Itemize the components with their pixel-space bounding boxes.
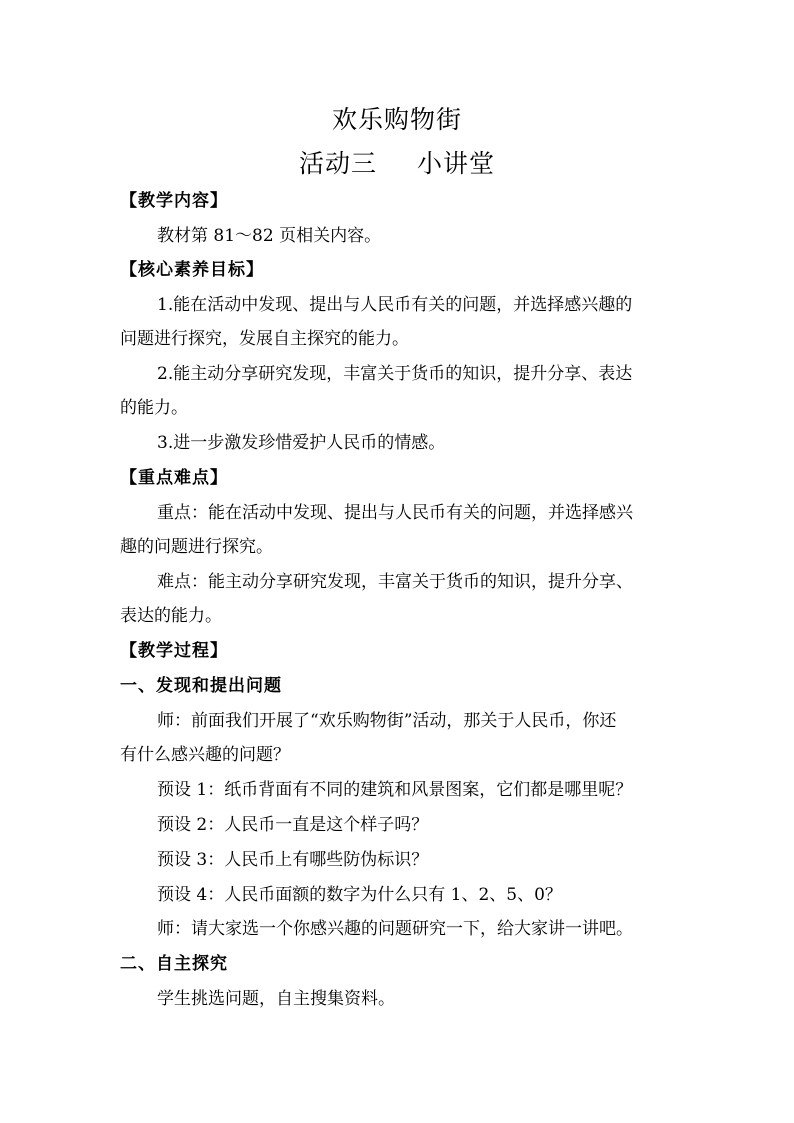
activity-topic: 小讲堂: [417, 149, 496, 178]
key-points-heading: 【重点难点】: [120, 468, 228, 488]
difficulty-line-2: 表达的能力。: [120, 606, 222, 626]
document-title: 欢乐购物街: [331, 105, 462, 134]
core-goals-heading: 【核心素养目标】: [120, 260, 264, 280]
preset-4: 预设 4：人民币面额的数字为什么只有 1、2、5、0？: [157, 885, 562, 905]
preset-1: 预设 1：纸币背面有不同的建筑和风景图案，它们都是哪里呢？: [157, 780, 633, 800]
goal-2-line-2: 的能力。: [120, 398, 188, 418]
preset-2: 预设 2：人民币一直是这个样子吗？: [157, 815, 429, 835]
part-2-heading: 二、自主探究: [120, 954, 228, 974]
teaching-content-heading: 【教学内容】: [120, 191, 228, 211]
preset-3: 预设 3：人民币上有哪些防伪标识？: [157, 850, 429, 870]
goal-1-line-1: 1.能在活动中发现、提出与人民币有关的问题，并选择感兴趣的: [157, 295, 633, 315]
teacher-instruction: 师：请大家选一个你感兴趣的问题研究一下，给大家讲一讲吧。: [157, 919, 633, 939]
goal-2-line-1: 2.能主动分享研究发现，丰富关于货币的知识，提升分享、表达: [157, 364, 633, 384]
student-activity: 学生挑选问题，自主搜集资料。: [157, 989, 395, 1009]
activity-subtitle: [0, 144, 794, 180]
activity-number: 活动三: [298, 149, 377, 178]
part-1-heading: 一、发现和提出问题: [120, 676, 282, 696]
teaching-content-text: 教材第 81～82 页相关内容。: [157, 226, 382, 246]
difficulty-line-1: 难点：能主动分享研究发现，丰富关于货币的知识，提升分享、: [157, 572, 633, 592]
key-point-line-1: 重点：能在活动中发现、提出与人民币有关的问题，并选择感兴: [157, 503, 633, 523]
key-point-line-2: 趣的问题进行探究。: [120, 537, 273, 557]
goal-3: 3.进一步激发珍惜爱护人民币的情感。: [157, 433, 446, 453]
teacher-question-line-1: 师：前面我们开展了“欢乐购物街”活动，那关于人民币，你还: [157, 711, 617, 731]
teacher-question-line-2: 有什么感兴趣的问题？: [120, 745, 290, 765]
goal-1-line-2: 问题进行探究，发展自主探究的能力。: [120, 329, 409, 349]
teaching-process-heading: 【教学过程】: [120, 641, 228, 661]
